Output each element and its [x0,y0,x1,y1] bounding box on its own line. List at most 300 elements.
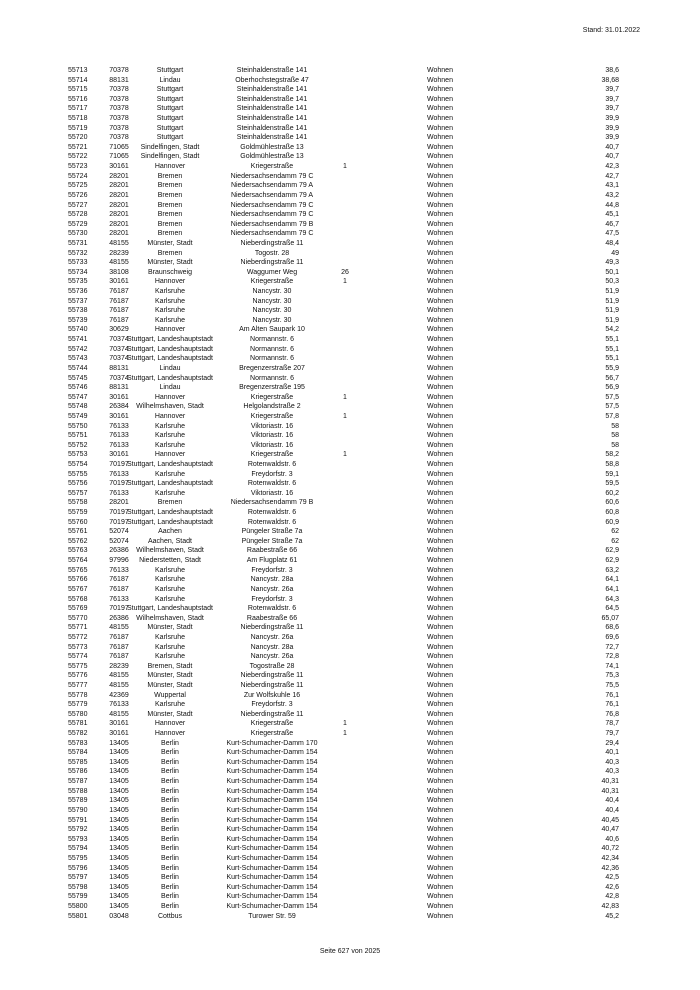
cell-street: Kriegerstraße [250,451,294,459]
cell-usage: Wohnen [427,153,453,161]
cell-city: Berlin [161,854,179,862]
cell-usage: Wohnen [427,441,453,449]
cell-area-value: 58 [611,432,619,440]
cell-record-id: 55766 [68,576,88,584]
cell-postal-code: 76187 [109,643,129,651]
cell-street: Normannstr. 6 [250,355,294,363]
cell-record-id: 55780 [68,710,88,718]
cell-city: Stuttgart, Landeshauptstadt [126,345,213,353]
cell-record-id: 55786 [68,768,88,776]
cell-house-number [330,518,360,528]
cell-area-value: 50,1 [605,268,619,276]
cell-house-number [330,306,360,316]
cell-usage: Wohnen [427,191,453,199]
cell-house-number: 26 [341,268,349,276]
cell-city: Bremen, Stadt [147,662,193,670]
table-row [0,816,700,826]
cell-area-value: 58 [611,422,619,430]
cell-city: Stuttgart, Landeshauptstadt [126,336,213,344]
cell-street: Nancystr. 30 [252,288,292,296]
cell-usage: Wohnen [427,758,453,766]
cell-usage: Wohnen [427,749,453,757]
cell-record-id: 55785 [68,758,88,766]
cell-street: Viktoriastr. 16 [250,489,294,497]
cell-house-number [330,172,360,182]
cell-house-number [330,844,360,854]
table-row [0,479,700,489]
cell-postal-code: 70197 [109,480,129,488]
cell-record-id: 55771 [68,624,88,632]
cell-record-id: 55750 [68,422,88,430]
cell-street: Kriegerstraße [250,393,294,401]
cell-house-number [330,777,360,787]
table-row [0,796,700,806]
cell-postal-code: 13405 [109,883,129,891]
cell-house-number [330,258,360,268]
cell-postal-code: 48155 [109,259,129,267]
cell-area-value: 62 [611,528,619,536]
cell-record-id: 55787 [68,778,88,786]
table-row [0,633,700,643]
cell-record-id: 55782 [68,730,88,738]
cell-city: Berlin [161,778,179,786]
cell-postal-code: 30161 [109,451,129,459]
cell-city: Berlin [161,749,179,757]
cell-record-id: 55796 [68,864,88,872]
cell-usage: Wohnen [427,460,453,468]
cell-street: Am Alten Saupark 10 [239,326,305,334]
cell-house-number [330,892,360,902]
cell-street: Steinhaldenstraße 141 [236,115,308,123]
cell-city: Bremen [157,201,183,209]
cell-city: Braunschweig [148,268,192,276]
cell-street: Kurt-Schumacher-Damm 154 [226,864,318,872]
table-row [0,518,700,528]
cell-postal-code: 70197 [109,460,129,468]
cell-area-value: 42,3 [605,163,619,171]
table-row [0,729,700,739]
cell-area-value: 55,9 [605,364,619,372]
cell-city: Münster, Stadt [147,259,193,267]
cell-usage: Wohnen [427,143,453,151]
cell-house-number [330,508,360,518]
cell-street: Nancystr. 30 [252,316,292,324]
table-row [0,152,700,162]
cell-street: Bregenzerstraße 195 [239,384,305,392]
cell-city: Münster, Stadt [147,624,193,632]
cell-record-id: 55752 [68,441,88,449]
cell-area-value: 40,4 [605,806,619,814]
cell-postal-code: 76187 [109,307,129,315]
cell-postal-code: 76187 [109,576,129,584]
cell-usage: Wohnen [427,816,453,824]
cell-area-value: 40,31 [601,778,619,786]
cell-city: Karlsruhe [155,470,185,478]
cell-area-value: 64,1 [605,576,619,584]
table-row [0,844,700,854]
cell-house-number [330,316,360,326]
cell-house-number [330,85,360,95]
table-row [0,181,700,191]
cell-record-id: 55748 [68,403,88,411]
cell-postal-code: 88131 [109,76,129,84]
cell-street: Freydorfstr. 3 [251,566,293,574]
cell-house-number [330,143,360,153]
cell-area-value: 43,1 [605,182,619,190]
cell-postal-code: 76133 [109,470,129,478]
cell-record-id: 55717 [68,105,88,113]
cell-usage: Wohnen [427,633,453,641]
cell-street: Niedersachsendamm 79 C [230,172,314,180]
cell-record-id: 55757 [68,489,88,497]
cell-record-id: 55777 [68,682,88,689]
cell-record-id: 55753 [68,451,88,459]
cell-city: Münster, Stadt [147,710,193,718]
cell-record-id: 55745 [68,374,88,382]
cell-city: Karlsruhe [155,422,185,430]
cell-street: Raabestraße 66 [246,614,298,622]
cell-street: Normannstr. 6 [250,374,294,382]
cell-house-number [330,614,360,624]
cell-postal-code: 26386 [109,614,129,622]
cell-street: Niedersachsendamm 79 A [230,191,314,199]
cell-record-id: 55725 [68,182,88,190]
cell-postal-code: 13405 [109,816,129,824]
cell-area-value: 49 [611,249,619,257]
cell-area-value: 76,1 [605,691,619,699]
table-row [0,498,700,508]
cell-record-id: 55797 [68,874,88,882]
cell-city: Berlin [161,835,179,843]
cell-house-number [330,181,360,191]
table-row [0,431,700,441]
cell-area-value: 60,2 [605,489,619,497]
cell-record-id: 55749 [68,412,88,420]
cell-house-number: 1 [343,278,347,286]
cell-area-value: 40,47 [601,826,619,834]
cell-city: Bremen [157,499,183,507]
cell-area-value: 42,36 [601,864,619,872]
table-row [0,864,700,874]
cell-postal-code: 30161 [109,278,129,286]
cell-area-value: 40,45 [601,816,619,824]
cell-postal-code: 13405 [109,758,129,766]
cell-usage: Wohnen [427,422,453,430]
table-row [0,374,700,384]
cell-record-id: 55736 [68,288,88,296]
cell-area-value: 65,07 [601,614,619,622]
cell-street: Nieberdingstraße 11 [240,682,304,689]
cell-record-id: 55718 [68,115,88,123]
cell-street: Steinhaldenstraße 141 [236,86,308,94]
cell-record-id: 55767 [68,585,88,593]
cell-area-value: 40,7 [605,143,619,151]
cell-record-id: 55779 [68,701,88,709]
cell-postal-code: 76133 [109,701,129,709]
cell-city: Karlsruhe [155,307,185,315]
table-row [0,902,700,912]
cell-record-id: 55773 [68,643,88,651]
cell-postal-code: 28201 [109,182,129,190]
cell-street: Nancystr. 30 [252,297,292,305]
cell-area-value: 60,6 [605,499,619,507]
cell-postal-code: 48155 [109,624,129,632]
cell-postal-code: 76133 [109,595,129,603]
table-row [0,892,700,902]
cell-street: Kurt-Schumacher-Damm 154 [226,845,318,853]
cell-usage: Wohnen [427,787,453,795]
cell-street: Kurt-Schumacher-Damm 154 [226,797,318,805]
cell-house-number: 1 [343,412,347,420]
cell-house-number [330,460,360,470]
cell-usage: Wohnen [427,489,453,497]
cell-city: Karlsruhe [155,316,185,324]
table-row [0,441,700,451]
cell-area-value: 55,1 [605,355,619,363]
cell-usage: Wohnen [427,547,453,555]
cell-postal-code: 71065 [109,143,129,151]
cell-usage: Wohnen [427,345,453,353]
cell-area-value: 75,3 [605,672,619,680]
cell-street: Kurt-Schumacher-Damm 154 [226,778,318,786]
cell-house-number [330,95,360,105]
cell-city: Karlsruhe [155,643,185,651]
table-row [0,201,700,211]
table-row [0,450,700,460]
cell-record-id: 55781 [68,720,88,728]
cell-city: Karlsruhe [155,595,185,603]
table-row [0,114,700,124]
cell-street: Rotenwaldstr. 6 [247,460,297,468]
cell-house-number [330,739,360,749]
cell-area-value: 75,5 [605,682,619,689]
cell-street: Steinhaldenstraße 141 [236,67,308,74]
cell-city: Stuttgart, Landeshauptstadt [126,374,213,382]
cell-city: Stuttgart, Landeshauptstadt [126,605,213,613]
cell-house-number [330,585,360,595]
cell-house-number [330,287,360,297]
cell-usage: Wohnen [427,95,453,103]
cell-usage: Wohnen [427,172,453,180]
cell-area-value: 54,2 [605,326,619,334]
cell-record-id: 55741 [68,336,88,344]
cell-area-value: 58,8 [605,460,619,468]
cell-house-number [330,633,360,643]
cell-house-number [330,575,360,585]
cell-city: Berlin [161,864,179,872]
cell-postal-code: 30161 [109,730,129,738]
table-row [0,76,700,86]
cell-usage: Wohnen [427,307,453,315]
cell-postal-code: 71065 [109,153,129,161]
cell-postal-code: 76133 [109,441,129,449]
cell-usage: Wohnen [427,662,453,670]
cell-postal-code: 28239 [109,249,129,257]
cell-city: Karlsruhe [155,297,185,305]
cell-house-number: 1 [343,163,347,171]
cell-postal-code: 70378 [109,105,129,113]
cell-usage: Wohnen [427,854,453,862]
cell-area-value: 76,1 [605,701,619,709]
cell-city: Niederstetten, Stadt [139,557,201,565]
cell-city: Bremen [157,211,183,219]
table-row [0,412,700,422]
cell-postal-code: 26384 [109,403,129,411]
cell-street: Viktoriastr. 16 [250,422,294,430]
cell-city: Hannover [154,720,186,728]
cell-area-value: 56,9 [605,384,619,392]
cell-street: Togostraße 28 [249,662,295,670]
cell-usage: Wohnen [427,557,453,565]
cell-record-id: 55769 [68,605,88,613]
cell-house-number [330,652,360,662]
table-row [0,364,700,374]
cell-record-id: 55727 [68,201,88,209]
cell-postal-code: 88131 [109,384,129,392]
cell-house-number [330,489,360,499]
table-row [0,806,700,816]
cell-usage: Wohnen [427,682,453,689]
cell-city: Karlsruhe [155,489,185,497]
cell-postal-code: 13405 [109,845,129,853]
cell-house-number [330,210,360,220]
table-row [0,191,700,201]
cell-area-value: 43,2 [605,191,619,199]
cell-area-value: 50,3 [605,278,619,286]
cell-city: Karlsruhe [155,441,185,449]
cell-city: Wuppertal [154,691,186,699]
cell-area-value: 58 [611,441,619,449]
cell-area-value: 63,2 [605,566,619,574]
cell-postal-code: 52074 [109,537,129,545]
cell-city: Cottbus [157,912,183,920]
cell-usage: Wohnen [427,778,453,786]
cell-record-id: 55799 [68,893,88,901]
table-row [0,489,700,499]
cell-record-id: 55794 [68,845,88,853]
cell-usage: Wohnen [427,316,453,324]
cell-record-id: 55740 [68,326,88,334]
cell-house-number [330,325,360,335]
cell-area-value: 38,68 [601,76,619,84]
cell-street: Nancystr. 26a [250,585,294,593]
cell-area-value: 48,4 [605,239,619,247]
cell-usage: Wohnen [427,288,453,296]
cell-house-number [330,595,360,605]
cell-city: Berlin [161,768,179,776]
cell-postal-code: 28201 [109,191,129,199]
cell-usage: Wohnen [427,67,453,74]
cell-city: Münster, Stadt [147,239,193,247]
table-row [0,220,700,230]
cell-house-number [330,796,360,806]
cell-house-number [330,133,360,143]
cell-usage: Wohnen [427,297,453,305]
cell-house-number [330,758,360,768]
cell-postal-code: 76187 [109,316,129,324]
cell-house-number: 1 [343,451,347,459]
table-row [0,585,700,595]
cell-postal-code: 38108 [109,268,129,276]
cell-city: Berlin [161,874,179,882]
cell-area-value: 40,7 [605,153,619,161]
cell-usage: Wohnen [427,806,453,814]
cell-street: Kriegerstraße [250,163,294,171]
cell-record-id: 55764 [68,557,88,565]
cell-usage: Wohnen [427,403,453,411]
cell-usage: Wohnen [427,211,453,219]
cell-house-number [330,297,360,307]
cell-house-number [330,806,360,816]
cell-house-number [330,681,360,691]
cell-postal-code: 76133 [109,566,129,574]
cell-house-number [330,546,360,556]
cell-postal-code: 76133 [109,489,129,497]
cell-city: Bremen [157,172,183,180]
cell-usage: Wohnen [427,566,453,574]
cell-area-value: 62,9 [605,547,619,555]
table-row [0,700,700,710]
cell-usage: Wohnen [427,124,453,132]
cell-street: Steinhaldenstraße 141 [236,124,308,132]
cell-street: Kurt-Schumacher-Damm 154 [226,883,318,891]
cell-postal-code: 13405 [109,903,129,911]
cell-area-value: 69,6 [605,633,619,641]
cell-area-value: 72,7 [605,643,619,651]
cell-record-id: 55744 [68,364,88,372]
cell-house-number [330,825,360,835]
cell-record-id: 55790 [68,806,88,814]
cell-city: Karlsruhe [155,633,185,641]
cell-street: Steinhaldenstraße 141 [236,95,308,103]
cell-postal-code: 70378 [109,124,129,132]
cell-house-number [330,854,360,864]
cell-record-id: 55772 [68,633,88,641]
table-row [0,691,700,701]
cell-city: Stuttgart [156,95,184,103]
cell-city: Wilhelmshaven, Stadt [136,614,204,622]
cell-street: Kurt-Schumacher-Damm 154 [226,816,318,824]
cell-street: Nancystr. 30 [252,307,292,315]
table-row [0,210,700,220]
cell-usage: Wohnen [427,537,453,545]
cell-usage: Wohnen [427,182,453,190]
cell-area-value: 74,1 [605,662,619,670]
table-row [0,95,700,105]
cell-city: Stuttgart [156,134,184,142]
cell-street: Kurt-Schumacher-Damm 154 [226,874,318,882]
cell-record-id: 55743 [68,355,88,363]
cell-usage: Wohnen [427,672,453,680]
cell-postal-code: 13405 [109,874,129,882]
table-row [0,883,700,893]
table-row [0,623,700,633]
cell-postal-code: 48155 [109,682,129,689]
cell-postal-code: 70378 [109,115,129,123]
cell-street: Goldmühlestraße 13 [240,153,304,161]
cell-house-number [330,864,360,874]
table-row [0,719,700,729]
table-row [0,393,700,403]
cell-usage: Wohnen [427,480,453,488]
cell-house-number [330,767,360,777]
cell-postal-code: 70197 [109,509,129,517]
cell-area-value: 59,1 [605,470,619,478]
stand-date-label: Stand: 31.01.2022 [582,27,640,34]
cell-usage: Wohnen [427,893,453,901]
cell-usage: Wohnen [427,653,453,661]
cell-house-number [330,335,360,345]
